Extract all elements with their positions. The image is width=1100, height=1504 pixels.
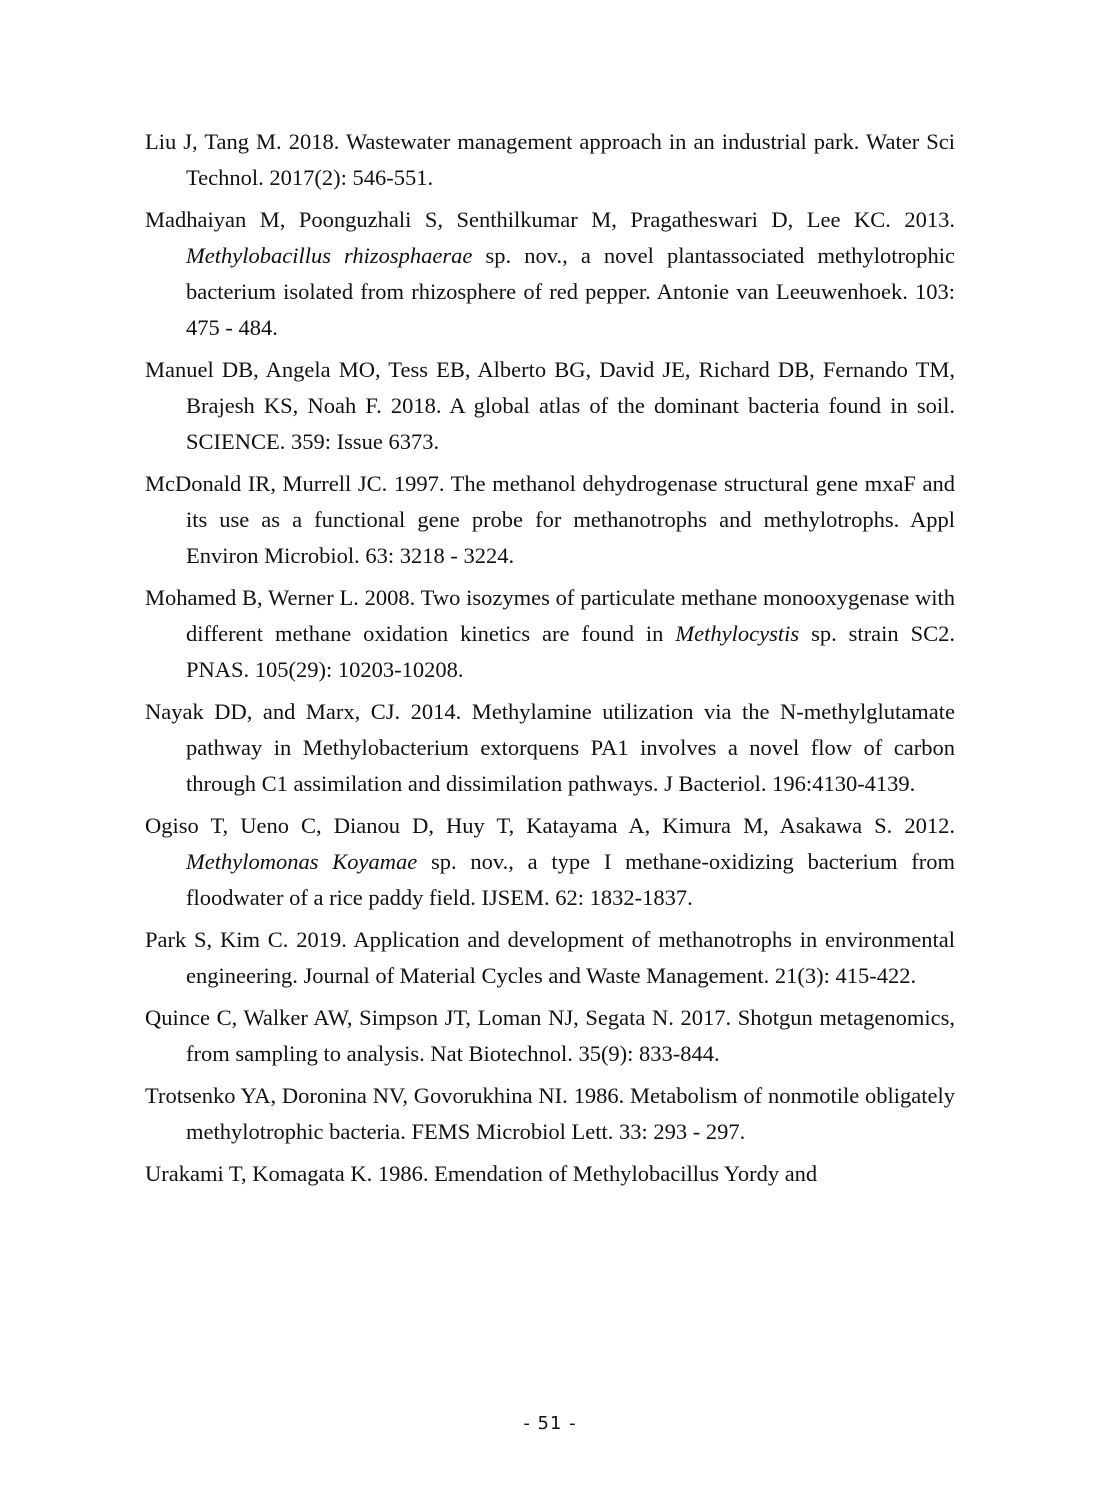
page-number: - 51 -: [523, 1413, 577, 1434]
reference-text: Trotsenko YA, Doronina NV, Govorukhina NI. 1986. Metabolism of nonmotile obligately methylotrophic bacteria. FEMS Microbiol Lett. 33: 293 - 297.: [145, 1083, 955, 1144]
reference-entry-mcdonald-1997: [145, 466, 955, 574]
reference-text: Mohamed B, Werner L. 2008. Two isozymes of particulate methane monooxygenase with different methane oxidation kinetics are found in: [145, 585, 955, 646]
reference-list: [145, 124, 955, 1198]
reference-species-name: Methylobacillus rhizosphaerae: [186, 243, 473, 268]
reference-text: Madhaiyan M, Poonguzhali S, Senthilkumar M, Pragatheswari D, Lee KC. 2013.: [145, 207, 955, 232]
reference-text: Park S, Kim C. 2019. Application and development of methanotrophs in environmental engineering. Journal of Material Cycles and Waste Management. 21(3): 415-422.: [145, 927, 955, 988]
reference-species-name: Methylomonas Koyamae: [186, 849, 418, 874]
reference-entry-urakami-1986: [145, 1156, 955, 1192]
reference-text: Quince C, Walker AW, Simpson JT, Loman NJ, Segata N. 2017. Shotgun metagenomics, from sampling to analysis. Nat Biotechnol. 35(9): 833-844.: [145, 1005, 955, 1066]
reference-entry-liu-2018: [145, 124, 955, 196]
reference-entry-mohamed-2008: [145, 580, 955, 688]
reference-text: Manuel DB, Angela MO, Tess EB, Alberto BG, David JE, Richard DB, Fernando TM, Brajesh KS, Noah F. 2018. A global atlas of the dominant bacteria found in soil. SCIENCE. 359: Issue 6373.: [145, 357, 955, 454]
reference-text: Nayak DD, and Marx, CJ. 2014. Methylamine utilization via the N-methylglutamate pathway in Methylobacterium extorquens PA1 involves a novel flow of carbon through C1 assimilation and dissimilation pathways. J Bacteriol. 196:4130-4139.: [145, 699, 955, 796]
reference-entry-madhaiyan-2013: [145, 202, 955, 346]
reference-text: Liu J, Tang M. 2018. Wastewater management approach in an industrial park. Water Sci Technol. 2017(2): 546-551.: [145, 129, 955, 190]
reference-text-continued: sp. strain SC2. PNAS. 105(29): 10203-10208.: [186, 621, 955, 682]
reference-entry-nayak-2014: [145, 694, 955, 802]
reference-text-continued: sp. nov., a type I methane-oxidizing bacterium from floodwater of a rice paddy field. IJSEM. 62: 1832-1837.: [186, 849, 956, 910]
reference-text: McDonald IR, Murrell JC. 1997. The methanol dehydrogenase structural gene mxaF and its use as a functional gene probe for methanotrophs and methylotrophs. Appl Environ Microbiol. 63: 3218 - 3224.: [145, 471, 955, 568]
reference-entry-quince-2017: [145, 1000, 955, 1072]
reference-text: Ogiso T, Ueno C, Dianou D, Huy T, Katayama A, Kimura M, Asakawa S. 2012.: [145, 813, 955, 838]
reference-entry-park-2019: [145, 922, 955, 994]
reference-entry-ogiso-2012: [145, 808, 955, 916]
reference-entry-manuel-2018: [145, 352, 955, 460]
reference-text: Urakami T, Komagata K. 1986. Emendation of Methylobacillus Yordy and: [145, 1161, 818, 1186]
reference-text-continued: sp. nov., a novel plantassociated methylotrophic bacterium isolated from rhizosphere of red pepper. Antonie van Leeuwenhoek. 103: 475 - 484.: [186, 243, 955, 340]
reference-species-name: Methylocystis: [675, 621, 800, 646]
reference-entry-trotsenko-1986: [145, 1078, 955, 1150]
